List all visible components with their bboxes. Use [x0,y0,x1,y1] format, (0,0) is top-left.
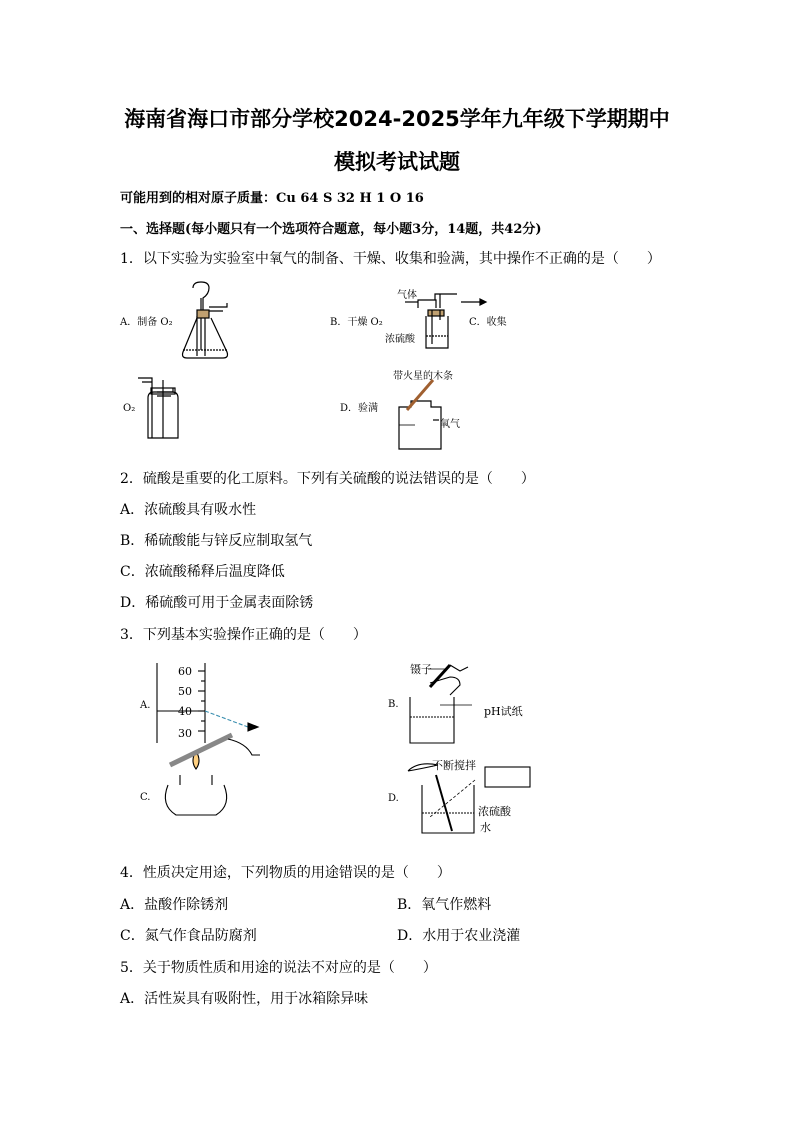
q3-stir-label: 不断搅拌 [432,759,476,772]
q3-figure [130,655,550,845]
q3-c-label: C. [140,792,151,803]
q4-option-b: B．氧气作燃料 [397,897,492,913]
q3-scale-60: 60 [178,665,192,678]
q3-scale-40: 40 [178,705,192,718]
q1-c-label: C．收集 [469,317,507,328]
q2-option-b: B．稀硫酸能与锌反应制取氢气 [120,533,313,549]
q2-stem: 2．硫酸是重要的化工原料。下列有关硫酸的说法错误的是（ ） [120,471,535,487]
q1-stem: 1．以下实验为实验室中氧气的制备、干燥、收集和验满，其中操作不正确的是（ ） [120,251,661,267]
q3-cylinder [157,663,258,743]
section-heading: 一、选择题(每小题只有一个选项符合题意，每小题3分，14题，共42分) [120,222,542,237]
q4-option-a: A．盐酸作除锈剂 [120,897,229,913]
q3-stem: 3．下列基本实验操作正确的是（ ） [120,627,367,643]
q4-option-d: D．水用于农业浇灌 [397,928,521,944]
q1-oxygen-label: 氧气 [440,419,460,430]
q1-figure [115,280,515,455]
q3-tweezers-label: 镊子 [410,663,432,676]
q3-b-label: B. [388,699,399,710]
q3-scale-30: 30 [178,727,192,740]
atomic-masses: 可能用到的相对原子质量：Cu 64 S 32 H 1 O 16 [120,191,424,206]
q1-o2-label: O₂ [123,403,136,414]
q1-d-label: D．验满 [340,403,379,414]
q3-water-label: 水 [480,821,491,834]
q1-acid-label: 浓硫酸 [385,334,415,345]
q1-b-label: B．干燥 O₂ [330,317,383,328]
q3-scale-50: 50 [178,685,192,698]
q1-flask-apparatus [183,282,228,358]
title-line-1: 海南省海口市部分学校2024-2025学年九年级下学期期中 [124,107,670,131]
q1-collecting-bottle [138,378,178,438]
q1-gas-label: 气体 [397,290,417,301]
q3-ph-label: pH试纸 [484,705,523,718]
q1-splint-label: 带火星的木条 [393,371,453,382]
q3-dilution [408,764,530,833]
q4-option-c: C．氮气作食品防腐剂 [120,928,257,944]
q4-stem: 4．性质决定用途，下列物质的用途错误的是（ ） [120,865,451,881]
q3-heating [165,735,260,815]
q1-splint-test [399,380,441,449]
title-line-2: 模拟考试试题 [334,150,460,174]
q3-d-label: D. [388,793,399,804]
q5-option-a: A．活性炭具有吸附性，用于冰箱除异味 [120,991,369,1007]
q3-ph-test [410,665,472,743]
q1-a-label: A．制备 O₂ [120,317,173,328]
q2-option-a: A．浓硫酸具有吸水性 [120,502,257,518]
q3-a-label: A. [140,700,151,711]
q2-option-d: D．稀硫酸可用于金属表面除锈 [120,595,314,611]
q2-option-c: C．浓硫酸稀释后温度降低 [120,564,285,580]
q5-stem: 5．关于物质性质和用途的说法不对应的是（ ） [120,960,437,976]
q3-acid-label: 浓硫酸 [478,805,511,818]
